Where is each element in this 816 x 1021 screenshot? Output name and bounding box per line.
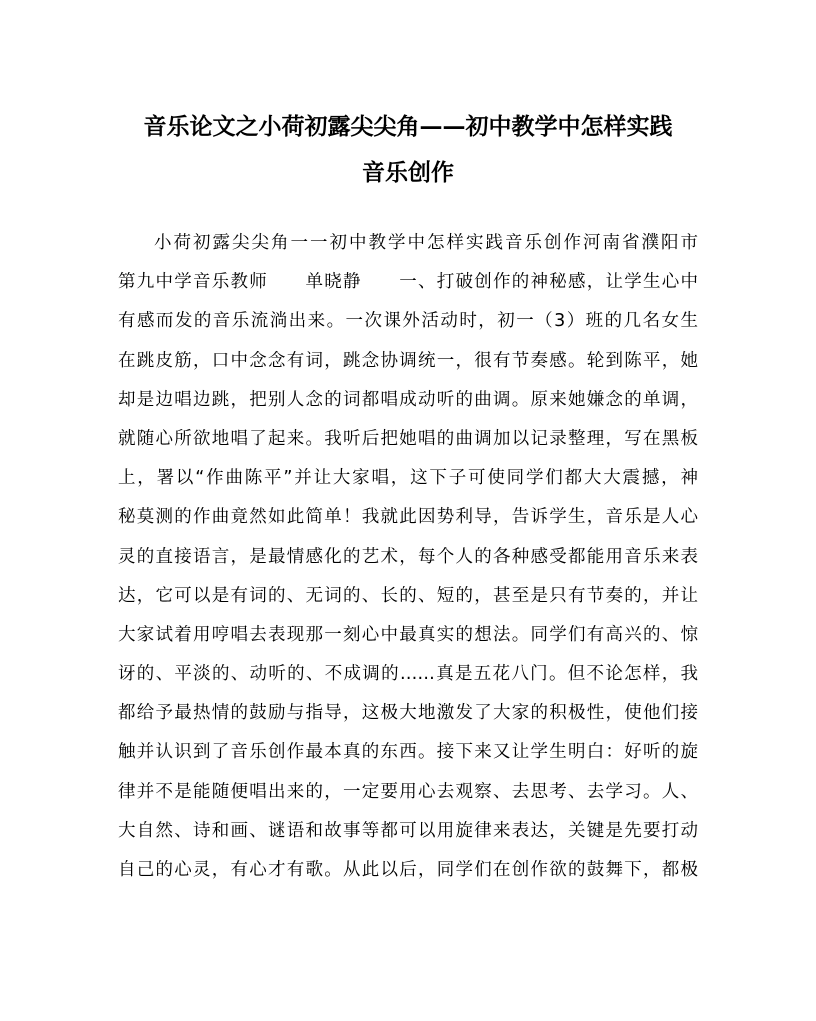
body-line: 却是边唱边跳，把别人念的词都唱成动听的曲调。原来她嫌念的单调， [118, 389, 698, 410]
body-line: 触并认识到了音乐创作最本真的东西。接下来又让学生明白：好听的旋 [118, 742, 698, 763]
body-line: 大家试着用哼唱去表现那一刻心中最真实的想法。同学们有高兴的、惊 [118, 624, 698, 645]
body-line: 达，它可以是有词的、无词的、长的、短的，甚至是只有节奏的，并让 [118, 585, 698, 606]
body-line: 自己的心灵，有心才有歌。从此以后，同学们在创作欲的鼓舞下，都极 [118, 860, 698, 880]
body-line: 大自然、诗和画、谜语和故事等都可以用旋律来表达，关键是先要打动 [118, 820, 698, 841]
title-line-2: 音乐创作 [362, 159, 454, 186]
document-body [118, 224, 698, 890]
document-title [100, 104, 716, 196]
title-line-1: 音乐论文之小荷初露尖尖角——初中教学中怎样实践 [143, 113, 673, 140]
body-line: 讶的、平淡的、动听的、不成调的……真是五花八门。但不论怎样，我 [118, 664, 698, 685]
body-line: 律并不是能随便唱出来的，一定要用心去观察、去思考、去学习。人、 [118, 781, 698, 802]
body-line: 灵的直接语言，是最情感化的艺术，每个人的各种感受都能用音乐来表 [118, 546, 698, 567]
body-line: 在跳皮筋，口中念念有词，跳念协调统一，很有节奏感。轮到陈平，她 [118, 350, 698, 371]
body-line: 第九中学音乐教师 单晓静 一、打破创作的神秘感，让学生心中 [118, 272, 698, 293]
body-line: 就随心所欲地唱了起来。我听后把她唱的曲调加以记录整理，写在黑板 [118, 428, 698, 449]
body-line: 有感而发的音乐流淌出来。一次课外活动时，初一（3）班的几名女生 [118, 311, 698, 332]
body-line: 都给予最热情的鼓励与指导，这极大地激发了大家的积极性，使他们接 [118, 703, 698, 724]
body-line: 秘莫测的作曲竟然如此简单！我就此因势利导，告诉学生，音乐是人心 [118, 507, 698, 528]
body-line: 小荷初露尖尖角一一初中教学中怎样实践音乐创作河南省濮阳市 [154, 233, 698, 253]
body-line: 上，署以“作曲陈平”并让大家唱，这下子可使同学们都大大震撼，神 [118, 468, 698, 489]
